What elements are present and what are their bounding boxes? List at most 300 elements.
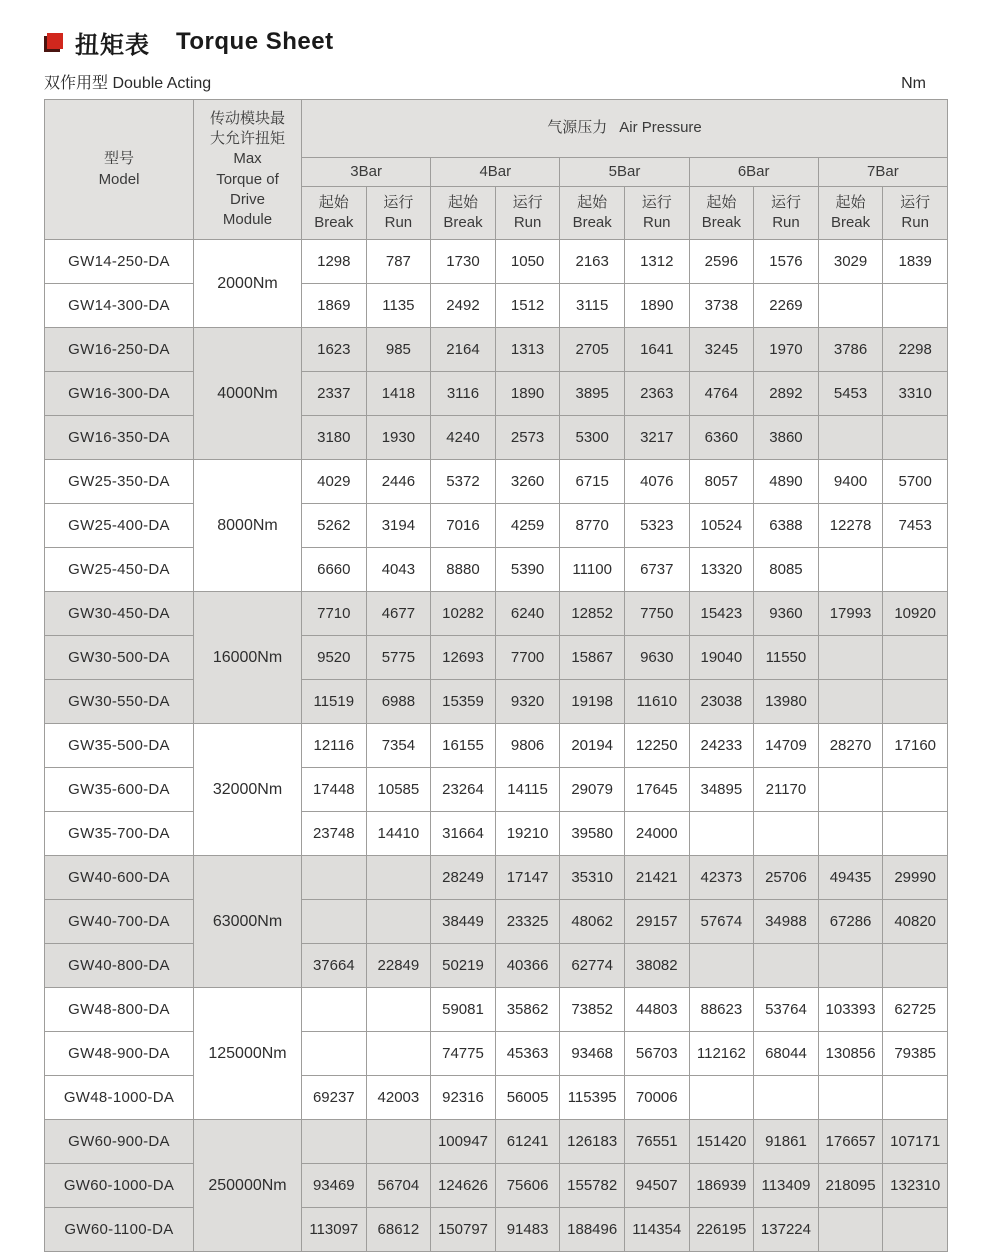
header-break-en: Break [314, 214, 354, 231]
table-row [45, 636, 948, 680]
header-air-pressure-zh: 气源压力 [547, 119, 608, 137]
value-cell: 1312 [624, 240, 689, 284]
header-break [689, 187, 754, 240]
value-cell [883, 1208, 948, 1252]
header-run-en: Run [772, 214, 800, 231]
header-break [302, 187, 367, 240]
max-torque-cell: 8000Nm [194, 460, 302, 592]
value-cell [818, 284, 883, 328]
value-cell [366, 988, 431, 1032]
value-cell: 8770 [560, 504, 625, 548]
value-cell: 15359 [431, 680, 496, 724]
value-cell: 13320 [689, 548, 754, 592]
value-cell: 10524 [689, 504, 754, 548]
model-cell: GW60-900-DA [45, 1120, 194, 1164]
value-cell: 20194 [560, 724, 625, 768]
value-cell: 19198 [560, 680, 625, 724]
table-row [45, 724, 948, 768]
value-cell: 28270 [818, 724, 883, 768]
value-cell: 37664 [302, 944, 367, 988]
value-cell: 1623 [302, 328, 367, 372]
value-cell [689, 1076, 754, 1120]
value-cell: 24000 [624, 812, 689, 856]
subtitle [44, 70, 211, 93]
model-cell: GW14-300-DA [45, 284, 194, 328]
value-cell: 1970 [754, 328, 819, 372]
model-cell: GW35-500-DA [45, 724, 194, 768]
value-cell: 5390 [495, 548, 560, 592]
header-break-en: Break [443, 214, 483, 231]
table-row [45, 988, 948, 1032]
value-cell: 188496 [560, 1208, 625, 1252]
header-break [818, 187, 883, 240]
header-break-zh: 起始 [577, 193, 608, 211]
header-run-en: Run [643, 214, 671, 231]
value-cell: 1730 [431, 240, 496, 284]
value-cell: 88623 [689, 988, 754, 1032]
value-cell: 6360 [689, 416, 754, 460]
header-max-torque-line: 传动模块最 [209, 109, 285, 127]
value-cell: 7700 [495, 636, 560, 680]
table-body [45, 240, 948, 1252]
header-max-torque [194, 100, 302, 240]
value-cell: 6660 [302, 548, 367, 592]
header-max-torque-line: Drive [229, 190, 265, 208]
value-cell: 93469 [302, 1164, 367, 1208]
value-cell: 6388 [754, 504, 819, 548]
max-torque-cell: 4000Nm [194, 328, 302, 460]
table-row [45, 1076, 948, 1120]
value-cell: 1512 [495, 284, 560, 328]
value-cell: 42003 [366, 1076, 431, 1120]
table-row [45, 1208, 948, 1252]
value-cell: 787 [366, 240, 431, 284]
header-run-zh: 运行 [900, 193, 931, 211]
value-cell: 75606 [495, 1164, 560, 1208]
value-cell: 62725 [883, 988, 948, 1032]
value-cell: 44803 [624, 988, 689, 1032]
header-pressure: 7Bar [818, 158, 947, 187]
table-row [45, 856, 948, 900]
value-cell [883, 1076, 948, 1120]
value-cell [366, 1120, 431, 1164]
header-run-zh: 运行 [770, 193, 801, 211]
value-cell: 4764 [689, 372, 754, 416]
value-cell: 3310 [883, 372, 948, 416]
value-cell [818, 1076, 883, 1120]
value-cell: 22849 [366, 944, 431, 988]
value-cell: 35862 [495, 988, 560, 1032]
value-cell: 7453 [883, 504, 948, 548]
header-break-zh: 起始 [447, 193, 478, 211]
value-cell: 2298 [883, 328, 948, 372]
header-break-en: Break [701, 214, 741, 231]
value-cell: 56704 [366, 1164, 431, 1208]
max-torque-cell: 16000Nm [194, 592, 302, 724]
value-cell: 23038 [689, 680, 754, 724]
value-cell [883, 812, 948, 856]
header-break-en: Break [572, 214, 612, 231]
value-cell [754, 812, 819, 856]
value-cell [883, 416, 948, 460]
subtitle-row [44, 70, 952, 93]
value-cell: 48062 [560, 900, 625, 944]
value-cell [883, 680, 948, 724]
value-cell: 1298 [302, 240, 367, 284]
value-cell: 39580 [560, 812, 625, 856]
header-run-en: Run [901, 214, 929, 231]
table-row [45, 812, 948, 856]
header-pressure: 4Bar [431, 158, 560, 187]
table-row [45, 548, 948, 592]
page-title-en: Torque Sheet [176, 28, 334, 55]
value-cell: 113097 [302, 1208, 367, 1252]
header-break [431, 187, 496, 240]
value-cell: 23748 [302, 812, 367, 856]
value-cell: 2492 [431, 284, 496, 328]
value-cell: 1930 [366, 416, 431, 460]
value-cell: 38449 [431, 900, 496, 944]
value-cell: 17645 [624, 768, 689, 812]
table-row [45, 504, 948, 548]
value-cell: 94507 [624, 1164, 689, 1208]
value-cell: 13980 [754, 680, 819, 724]
value-cell: 24233 [689, 724, 754, 768]
red-square-bullet-icon [47, 33, 63, 49]
value-cell: 2705 [560, 328, 625, 372]
value-cell: 5262 [302, 504, 367, 548]
value-cell: 151420 [689, 1120, 754, 1164]
value-cell: 2269 [754, 284, 819, 328]
value-cell: 23325 [495, 900, 560, 944]
value-cell: 31664 [431, 812, 496, 856]
value-cell: 226195 [689, 1208, 754, 1252]
value-cell: 56703 [624, 1032, 689, 1076]
value-cell: 5323 [624, 504, 689, 548]
header-break-zh: 起始 [835, 193, 866, 211]
value-cell [818, 548, 883, 592]
value-cell: 34895 [689, 768, 754, 812]
model-cell: GW30-500-DA [45, 636, 194, 680]
value-cell: 2892 [754, 372, 819, 416]
value-cell: 53764 [754, 988, 819, 1032]
table-row [45, 900, 948, 944]
value-cell: 985 [366, 328, 431, 372]
value-cell: 103393 [818, 988, 883, 1032]
value-cell [883, 944, 948, 988]
table-row [45, 944, 948, 988]
header-run-en: Run [384, 214, 413, 231]
value-cell: 7750 [624, 592, 689, 636]
value-cell: 6988 [366, 680, 431, 724]
value-cell: 3860 [754, 416, 819, 460]
value-cell: 5775 [366, 636, 431, 680]
model-cell: GW40-700-DA [45, 900, 194, 944]
value-cell: 1050 [495, 240, 560, 284]
value-cell: 8085 [754, 548, 819, 592]
value-cell: 126183 [560, 1120, 625, 1164]
value-cell: 150797 [431, 1208, 496, 1252]
value-cell: 62774 [560, 944, 625, 988]
value-cell: 9400 [818, 460, 883, 504]
value-cell [754, 1076, 819, 1120]
value-cell: 3786 [818, 328, 883, 372]
value-cell: 3194 [366, 504, 431, 548]
value-cell: 1890 [624, 284, 689, 328]
value-cell: 14709 [754, 724, 819, 768]
value-cell: 2363 [624, 372, 689, 416]
model-cell: GW60-1100-DA [45, 1208, 194, 1252]
value-cell [883, 636, 948, 680]
value-cell [818, 944, 883, 988]
table-row [45, 460, 948, 504]
model-cell: GW16-300-DA [45, 372, 194, 416]
value-cell: 19210 [495, 812, 560, 856]
table-row [45, 328, 948, 372]
value-cell: 1576 [754, 240, 819, 284]
value-cell [689, 944, 754, 988]
model-cell: GW25-400-DA [45, 504, 194, 548]
model-cell: GW25-350-DA [45, 460, 194, 504]
value-cell: 1313 [495, 328, 560, 372]
table-row [45, 240, 948, 284]
value-cell: 2163 [560, 240, 625, 284]
value-cell: 2596 [689, 240, 754, 284]
value-cell: 21421 [624, 856, 689, 900]
value-cell [818, 680, 883, 724]
value-cell: 6715 [560, 460, 625, 504]
value-cell: 74775 [431, 1032, 496, 1076]
value-cell: 12852 [560, 592, 625, 636]
value-cell [302, 988, 367, 1032]
header-max-torque-line: Module [222, 211, 273, 228]
header-run [624, 187, 689, 240]
value-cell: 7710 [302, 592, 367, 636]
value-cell: 91483 [495, 1208, 560, 1252]
value-cell: 91861 [754, 1120, 819, 1164]
header-model-en: Model [98, 170, 140, 188]
value-cell: 11550 [754, 636, 819, 680]
table-header [45, 100, 948, 240]
value-cell [818, 812, 883, 856]
value-cell: 3116 [431, 372, 496, 416]
value-cell: 12250 [624, 724, 689, 768]
value-cell: 4677 [366, 592, 431, 636]
table-row [45, 284, 948, 328]
value-cell [366, 1032, 431, 1076]
table-row [45, 768, 948, 812]
max-torque-cell: 2000Nm [194, 240, 302, 328]
model-cell: GW35-700-DA [45, 812, 194, 856]
value-cell: 7354 [366, 724, 431, 768]
header-max-torque-line: Max [233, 150, 262, 168]
header-run-en: Run [513, 214, 542, 231]
value-cell: 40366 [495, 944, 560, 988]
value-cell: 5453 [818, 372, 883, 416]
value-cell: 11519 [302, 680, 367, 724]
value-cell: 5372 [431, 460, 496, 504]
model-cell: GW14-250-DA [45, 240, 194, 284]
value-cell: 17448 [302, 768, 367, 812]
value-cell: 12693 [431, 636, 496, 680]
value-cell: 130856 [818, 1032, 883, 1076]
value-cell: 34988 [754, 900, 819, 944]
unit-label: Nm [901, 75, 926, 92]
value-cell: 12278 [818, 504, 883, 548]
value-cell [883, 284, 948, 328]
value-cell: 9806 [495, 724, 560, 768]
value-cell: 10920 [883, 592, 948, 636]
value-cell: 107171 [883, 1120, 948, 1164]
model-cell: GW48-1000-DA [45, 1076, 194, 1120]
header-air-pressure-en: Air Pressure [619, 119, 702, 137]
value-cell: 9320 [495, 680, 560, 724]
value-cell: 38082 [624, 944, 689, 988]
value-cell: 112162 [689, 1032, 754, 1076]
value-cell: 11100 [560, 548, 625, 592]
value-cell: 29157 [624, 900, 689, 944]
value-cell: 4029 [302, 460, 367, 504]
value-cell: 56005 [495, 1076, 560, 1120]
header-max-torque-line: 大允许扭矩 [209, 130, 285, 147]
value-cell: 1641 [624, 328, 689, 372]
max-torque-cell: 63000Nm [194, 856, 302, 988]
value-cell: 14115 [495, 768, 560, 812]
value-cell: 69237 [302, 1076, 367, 1120]
table-row [45, 416, 948, 460]
value-cell: 8880 [431, 548, 496, 592]
value-cell: 10585 [366, 768, 431, 812]
value-cell: 1869 [302, 284, 367, 328]
table-row [45, 1032, 948, 1076]
value-cell: 9630 [624, 636, 689, 680]
header-run-zh: 运行 [641, 193, 672, 211]
value-cell [302, 856, 367, 900]
header-pressure: 6Bar [689, 158, 818, 187]
value-cell: 2337 [302, 372, 367, 416]
value-cell: 3029 [818, 240, 883, 284]
value-cell: 4890 [754, 460, 819, 504]
value-cell: 14410 [366, 812, 431, 856]
value-cell [302, 900, 367, 944]
value-cell: 17160 [883, 724, 948, 768]
table-row [45, 1120, 948, 1164]
header-run-zh: 运行 [383, 193, 414, 211]
table-row [45, 592, 948, 636]
value-cell [302, 1032, 367, 1076]
max-torque-cell: 32000Nm [194, 724, 302, 856]
value-cell: 5300 [560, 416, 625, 460]
value-cell: 42373 [689, 856, 754, 900]
header-run-zh: 运行 [512, 193, 543, 211]
value-cell: 3245 [689, 328, 754, 372]
value-cell: 40820 [883, 900, 948, 944]
header-model-zh: 型号 [103, 150, 134, 168]
value-cell: 5700 [883, 460, 948, 504]
model-cell: GW16-350-DA [45, 416, 194, 460]
value-cell: 68044 [754, 1032, 819, 1076]
value-cell: 23264 [431, 768, 496, 812]
value-cell: 124626 [431, 1164, 496, 1208]
value-cell: 29079 [560, 768, 625, 812]
value-cell: 8057 [689, 460, 754, 504]
value-cell: 92316 [431, 1076, 496, 1120]
value-cell: 70006 [624, 1076, 689, 1120]
value-cell: 7016 [431, 504, 496, 548]
value-cell: 2164 [431, 328, 496, 372]
value-cell: 93468 [560, 1032, 625, 1076]
table-row [45, 372, 948, 416]
value-cell: 113409 [754, 1164, 819, 1208]
value-cell: 6737 [624, 548, 689, 592]
value-cell: 132310 [883, 1164, 948, 1208]
value-cell: 9520 [302, 636, 367, 680]
value-cell: 9360 [754, 592, 819, 636]
value-cell: 3895 [560, 372, 625, 416]
value-cell: 16155 [431, 724, 496, 768]
max-torque-cell: 250000Nm [194, 1120, 302, 1252]
header-pressure: 3Bar [302, 158, 431, 187]
value-cell: 50219 [431, 944, 496, 988]
value-cell: 1839 [883, 240, 948, 284]
value-cell: 17993 [818, 592, 883, 636]
value-cell [366, 856, 431, 900]
header-air-pressure [302, 100, 948, 158]
model-cell: GW16-250-DA [45, 328, 194, 372]
value-cell: 19040 [689, 636, 754, 680]
value-cell: 21170 [754, 768, 819, 812]
value-cell [818, 1208, 883, 1252]
value-cell: 4259 [495, 504, 560, 548]
model-cell: GW48-900-DA [45, 1032, 194, 1076]
value-cell: 10282 [431, 592, 496, 636]
max-torque-cell: 125000Nm [194, 988, 302, 1120]
torque-table [44, 99, 948, 1252]
subtitle-en: Double Acting [112, 75, 212, 92]
value-cell: 2446 [366, 460, 431, 504]
value-cell: 57674 [689, 900, 754, 944]
page-title [44, 26, 952, 58]
value-cell: 115395 [560, 1076, 625, 1120]
value-cell: 28249 [431, 856, 496, 900]
value-cell: 6240 [495, 592, 560, 636]
header-run [495, 187, 560, 240]
value-cell: 137224 [754, 1208, 819, 1252]
header-break [560, 187, 625, 240]
header-run [754, 187, 819, 240]
value-cell: 3738 [689, 284, 754, 328]
header-max-torque-line: Torque of [216, 170, 279, 188]
value-cell: 114354 [624, 1208, 689, 1252]
model-cell: GW48-800-DA [45, 988, 194, 1032]
header-break-zh: 起始 [706, 193, 737, 211]
value-cell: 4240 [431, 416, 496, 460]
value-cell: 100947 [431, 1120, 496, 1164]
model-cell: GW40-800-DA [45, 944, 194, 988]
value-cell: 1418 [366, 372, 431, 416]
value-cell [818, 636, 883, 680]
value-cell: 76551 [624, 1120, 689, 1164]
header-pressure: 5Bar [560, 158, 689, 187]
value-cell: 155782 [560, 1164, 625, 1208]
value-cell: 15867 [560, 636, 625, 680]
value-cell: 4076 [624, 460, 689, 504]
value-cell [883, 768, 948, 812]
value-cell [818, 416, 883, 460]
model-cell: GW60-1000-DA [45, 1164, 194, 1208]
value-cell: 3115 [560, 284, 625, 328]
value-cell: 67286 [818, 900, 883, 944]
